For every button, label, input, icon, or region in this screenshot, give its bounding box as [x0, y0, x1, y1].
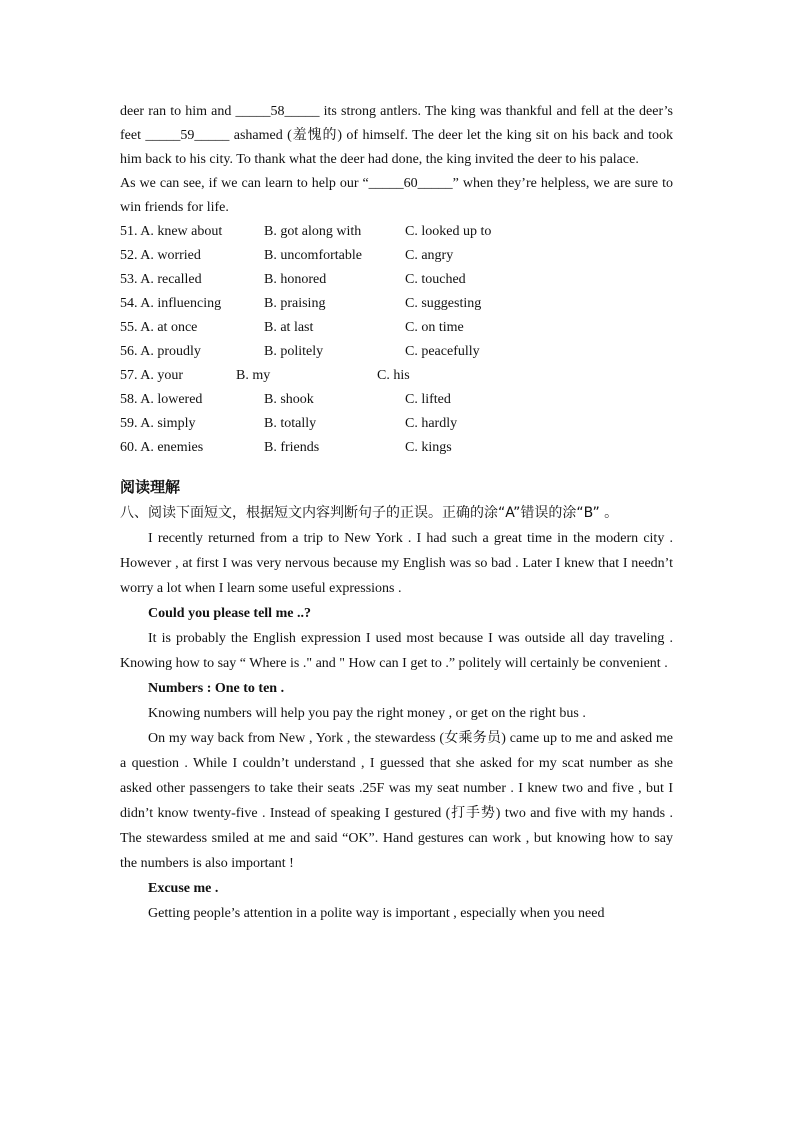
- option-row: [120, 244, 673, 268]
- option-b: B. got along with: [264, 224, 362, 239]
- option-c: C. angry: [405, 248, 454, 263]
- article-paragraph: It is probably the English expression I used most because I was outside all day traveling . Knowing how to say “ Where is ." and " How can I get to .” politely will certainly be convenient .: [120, 631, 673, 671]
- option-b: B. politely: [264, 344, 324, 359]
- option-a: 60. A. enemies: [120, 440, 204, 455]
- option-b: B. totally: [264, 416, 317, 431]
- option-c: C. peacefully: [405, 344, 480, 359]
- article-paragraph: I recently returned from a trip to New York . I had such a great time in the modern city . However , at first I was very nervous because my English was so bad . Later I knew that I needn’t worry a lot when I learn some useful expressions .: [120, 531, 673, 596]
- article-heading: Could you please tell me ..?: [148, 606, 311, 621]
- option-c: C. looked up to: [405, 224, 492, 239]
- options-list: [120, 220, 673, 460]
- option-a: 51. A. knew about: [120, 224, 223, 239]
- option-c: C. suggesting: [405, 296, 482, 311]
- option-row: [120, 412, 673, 436]
- passage-paragraph: As we can see, if we can learn to help our “_____60_____” when they’re helpless, we are sure to win friends for life.: [120, 176, 673, 215]
- option-b: B. at last: [264, 320, 314, 335]
- option-c: C. kings: [405, 440, 452, 455]
- option-c: C. hardly: [405, 416, 458, 431]
- option-row: [120, 364, 673, 388]
- option-row: [120, 268, 673, 292]
- option-a: 54. A. influencing: [120, 296, 222, 311]
- option-row: [120, 292, 673, 316]
- option-c: C. his: [377, 368, 410, 383]
- option-row: [120, 220, 673, 244]
- option-b: B. friends: [264, 440, 320, 455]
- option-a: 55. A. at once: [120, 320, 198, 335]
- article-paragraph: Knowing numbers will help you pay the right money , or get on the right bus .: [148, 706, 586, 721]
- option-c: C. lifted: [405, 392, 451, 407]
- option-a: 53. A. recalled: [120, 272, 202, 287]
- option-a: 57. A. your: [120, 368, 183, 383]
- option-b: B. praising: [264, 296, 326, 311]
- section-title: 阅读理解: [120, 478, 181, 496]
- article-heading: Excuse me .: [148, 881, 219, 896]
- option-row: [120, 436, 673, 460]
- option-a: 56. A. proudly: [120, 344, 201, 359]
- option-b: B. uncomfortable: [264, 248, 362, 263]
- passage-paragraph: deer ran to him and _____58_____ its strong antlers. The king was thankful and fell at the deer’s feet _____59_____ ashamed (羞愧的) of himself. The deer let the king sit on his back and took him back to his city. To thank what the deer had done, the king invited the deer to his palace.: [120, 104, 673, 167]
- article-paragraph: On my way back from New , York , the stewardess (女乘务员) came up to me and asked me a question . While I couldn’t understand , I guessed that she asked for my scat number as she asked other passengers to take their seats .25F was my seat number . I knew two and five , but I didn’t know twenty-five . Instead of speaking I gestured (打手势) two and five with my hands . The stewardess smiled at me and said “OK”. Hand gestures can work , but knowing how to say the numbers is also important !: [120, 731, 673, 871]
- option-a: 52. A. worried: [120, 248, 201, 263]
- option-c: C. on time: [405, 320, 464, 335]
- article-paragraph: Getting people’s attention in a polite way is important , especially when you need: [148, 906, 605, 921]
- option-row: [120, 388, 673, 412]
- option-a: 58. A. lowered: [120, 392, 203, 407]
- option-row: [120, 340, 673, 364]
- option-b: B. shook: [264, 392, 314, 407]
- article-heading: Numbers : One to ten .: [148, 681, 285, 696]
- document-page: [120, 100, 673, 926]
- option-row: [120, 316, 673, 340]
- option-b: B. honored: [264, 272, 327, 287]
- option-c: C. touched: [405, 272, 466, 287]
- option-b: B. my: [236, 368, 271, 383]
- section-instruction: 八、阅读下面短文，根据短文内容判断句子的正误。正确的涂“A”错误的涂“B” 。: [120, 505, 619, 521]
- option-a: 59. A. simply: [120, 416, 196, 431]
